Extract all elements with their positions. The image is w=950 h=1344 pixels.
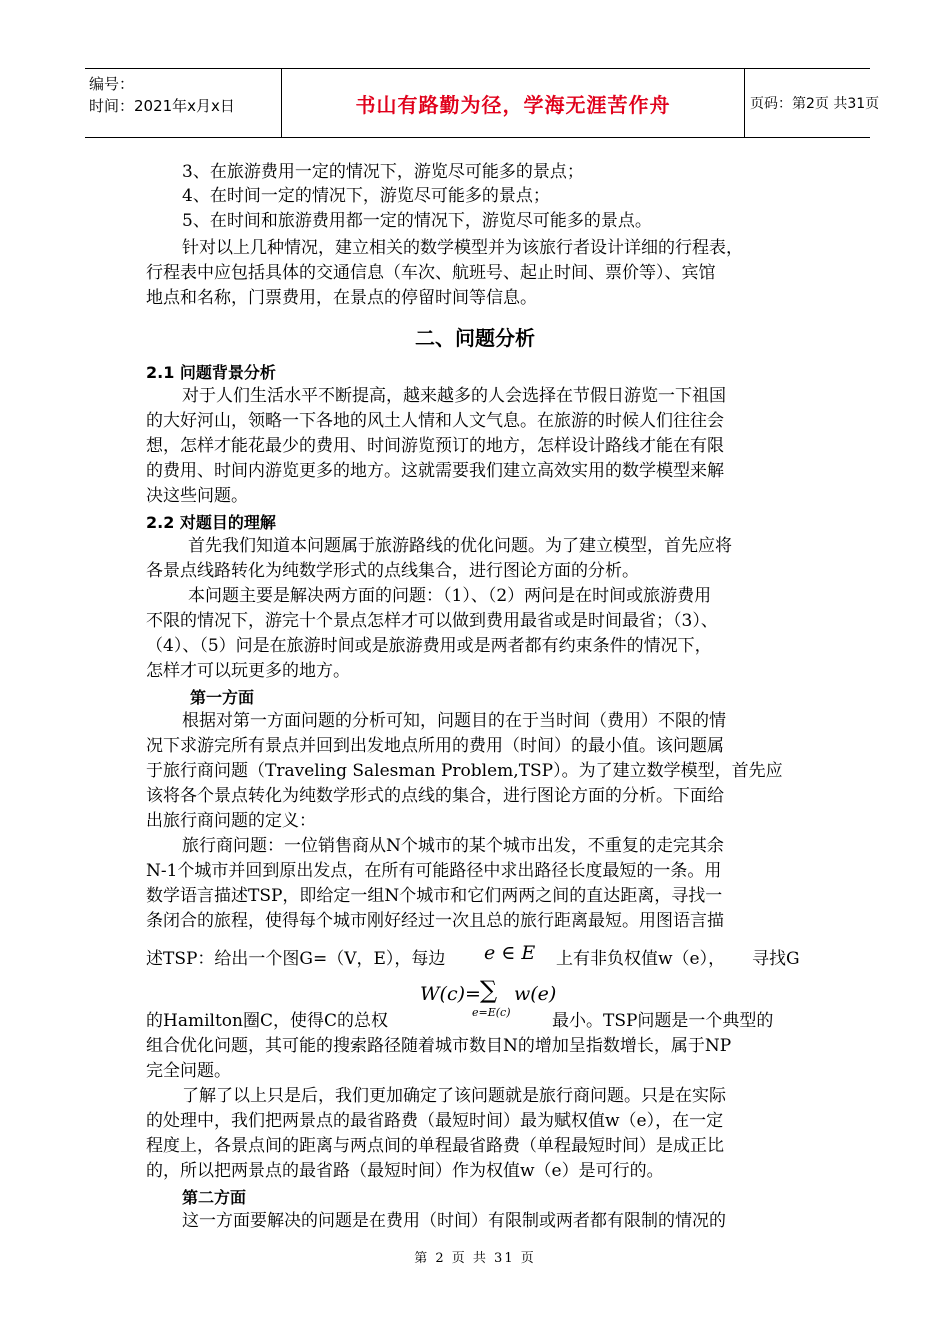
part-title: 第一方面 — [190, 688, 255, 707]
paragraph-line: 怎样才可以玩更多的地方。 — [146, 661, 350, 681]
paragraph-line: 程度上，各景点间的距离与两点间的单程最省路费（单程最短时间）是成正比 — [146, 1136, 724, 1156]
paragraph-line: 这一方面要解决的问题是在费用（时间）有限制或两者都有限制的情况的 — [182, 1211, 726, 1231]
subsection-title: 2.2 对题目的理解 — [146, 513, 276, 532]
time-label: 时间：2021年x月x日 — [89, 97, 235, 115]
subsection-title: 2.1 问题背景分析 — [146, 363, 276, 382]
paragraph-line: 出旅行商问题的定义： — [146, 811, 316, 831]
paragraph-line: 该将各个景点转化为纯数学形式的点线的集合，进行图论方面的分析。下面给 — [146, 786, 724, 806]
part-title: 第二方面 — [182, 1188, 247, 1207]
paragraph-line: 上有非负权值w（e）， — [556, 949, 726, 969]
paragraph-line: 寻找G — [752, 949, 800, 969]
paragraph-line: 组合优化问题，其可能的搜索路径随着城市数目N的增加呈指数增长，属于NP — [146, 1036, 732, 1056]
paragraph-line: 条闭合的旅程，使得每个城市刚好经过一次且总的旅行距离最短。用图语言描 — [146, 911, 724, 931]
paragraph-line: N-1个城市并回到原出发点，在所有可能路径中求出路径长度最短的一条。用 — [146, 861, 722, 881]
paragraph-line: 的，所以把两景点的最省路（最短时间）作为权值w（e）是可行的。 — [146, 1161, 664, 1181]
intro-line: 4、在时间一定的情况下，游览尽可能多的景点； — [182, 186, 550, 206]
paragraph-line: 了解了以上只是后，我们更加确定了该问题就是旅行商问题。只是在实际 — [182, 1086, 726, 1106]
paragraph-line: 的大好河山，领略一下各地的风土人情和人文气息。在旅游的时候人们往往会 — [146, 411, 724, 431]
paragraph-line: 旅行商问题：一位销售商从N个城市的某个城市出发，不重复的走完其余 — [182, 836, 724, 856]
intro-line: 地点和名称，门票费用，在景点的停留时间等信息。 — [146, 288, 537, 308]
paragraph-line: 各景点线路转化为纯数学形式的点线集合，进行图论方面的分析。 — [146, 561, 639, 581]
paragraph-line: 的费用、时间内游览更多的地方。这就需要我们建立高效实用的数学模型来解 — [146, 461, 724, 481]
paragraph-line: 况下求游完所有景点并回到出发地点所用的费用（时间）的最小值。该问题属 — [146, 736, 724, 756]
page-header — [85, 68, 880, 138]
intro-line: 行程表中应包括具体的交通信息（车次、航班号、起止时间、票价等）、宾馆 — [146, 263, 716, 283]
intro-line: 5、在时间和旅游费用都一定的情况下，游览尽可能多的景点。 — [182, 211, 652, 231]
paragraph-line: 数学语言描述TSP，即给定一组N个城市和它们两两之间的直达距离，寻找一 — [146, 886, 723, 906]
paragraph-line: （4）、（5）问是在旅游时间或是旅游费用或是两者都有约束条件的情况下， — [146, 636, 712, 656]
formula-term: w(e) — [514, 983, 557, 1005]
section-title: 二、问题分析 — [415, 326, 535, 350]
paragraph-line: 于旅行商问题（Traveling Salesman Problem,TSP）。为了建立数学模型，首先应 — [146, 761, 783, 781]
paragraph-line: 述TSP：给出一个图G=（V，E），每边 — [146, 949, 446, 969]
paragraph-line: 对于人们生活水平不断提高，越来越多的人会选择在节假日游览一下祖国 — [182, 386, 726, 406]
math-e-in-E: e ∈ E — [484, 942, 536, 964]
formula-lhs: W(c)= — [420, 983, 481, 1005]
paragraph-line: 最小。TSP问题是一个典型的 — [552, 1011, 774, 1031]
header-page-info: 页码：第2页 共31页 — [750, 96, 880, 112]
paragraph-line: 的Hamilton圈C，使得C的总权 — [146, 1011, 388, 1031]
number-label: 编号： — [89, 75, 135, 93]
paragraph-line: 决这些问题。 — [146, 486, 248, 506]
paragraph-line: 完全问题。 — [146, 1061, 231, 1081]
paragraph-line: 首先我们知道本问题属于旅游路线的优化问题。为了建立模型，首先应将 — [188, 536, 732, 556]
header-meta — [85, 69, 281, 137]
formula-sum: ∑ — [480, 976, 498, 1004]
formula-subscript: e=E(c) — [472, 1006, 511, 1019]
paragraph-line: 不限的情况下，游完十个景点怎样才可以做到费用最省或是时间最省；（3）、 — [146, 611, 718, 631]
page-footer: 第 2 页 共 31 页 — [414, 1251, 536, 1266]
paragraph-line: 根据对第一方面问题的分析可知，问题目的在于当时间（费用）不限的情 — [182, 711, 726, 731]
paragraph-line: 本问题主要是解决两方面的问题：（1）、（2）两问是在时间或旅游费用 — [188, 586, 712, 606]
intro-line: 3、在旅游费用一定的情况下，游览尽可能多的景点； — [182, 162, 584, 182]
paragraph-line: 的处理中，我们把两景点的最省路费（最短时间）最为赋权值w（e），在一定 — [146, 1111, 724, 1131]
header-motto: 书山有路勤为径，学海无涯苦作舟 — [281, 69, 745, 137]
intro-line: 针对以上几种情况，建立相关的数学模型并为该旅行者设计详细的行程表， — [182, 238, 743, 258]
paragraph-line: 想，怎样才能花最少的费用、时间游览预订的地方，怎样设计路线才能在有限 — [146, 436, 724, 456]
